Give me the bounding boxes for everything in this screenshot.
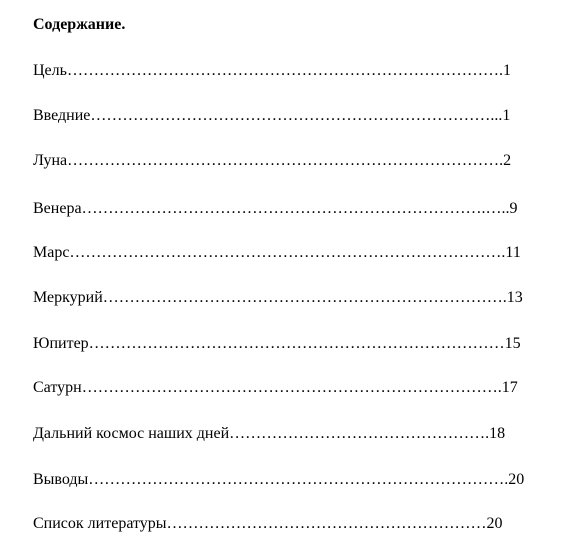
toc-entry-references: Список литературы……………………………………………………20: [33, 515, 503, 532]
toc-entry-venus: Венера………………………………………………………………….…..9: [33, 200, 518, 217]
toc-entry-deep-space: Дальний космос наших дней………………………………………….18: [33, 425, 506, 442]
toc-entry-goal: Цель……………………………………………………………………….1: [33, 62, 511, 79]
toc-title: Содержание.: [33, 16, 126, 33]
toc-entry-moon: Луна……………………………………………………………………….2: [33, 152, 512, 169]
toc-entry-saturn: Сатурн…………………………………………………………………….17: [33, 379, 518, 396]
toc-entry-jupiter: Юпитер……………………………………………………………………15: [33, 335, 521, 352]
toc-entry-conclusions: Выводы…………………………………………………………………….20: [33, 471, 525, 488]
toc-entry-introduction: Введние…………………………………………………………………...1: [33, 107, 511, 124]
toc-entry-mercury: Меркурий………………………………………………………………….13: [33, 289, 523, 306]
toc-entry-mars: Марс……………………………………………………………………….11: [33, 244, 521, 261]
